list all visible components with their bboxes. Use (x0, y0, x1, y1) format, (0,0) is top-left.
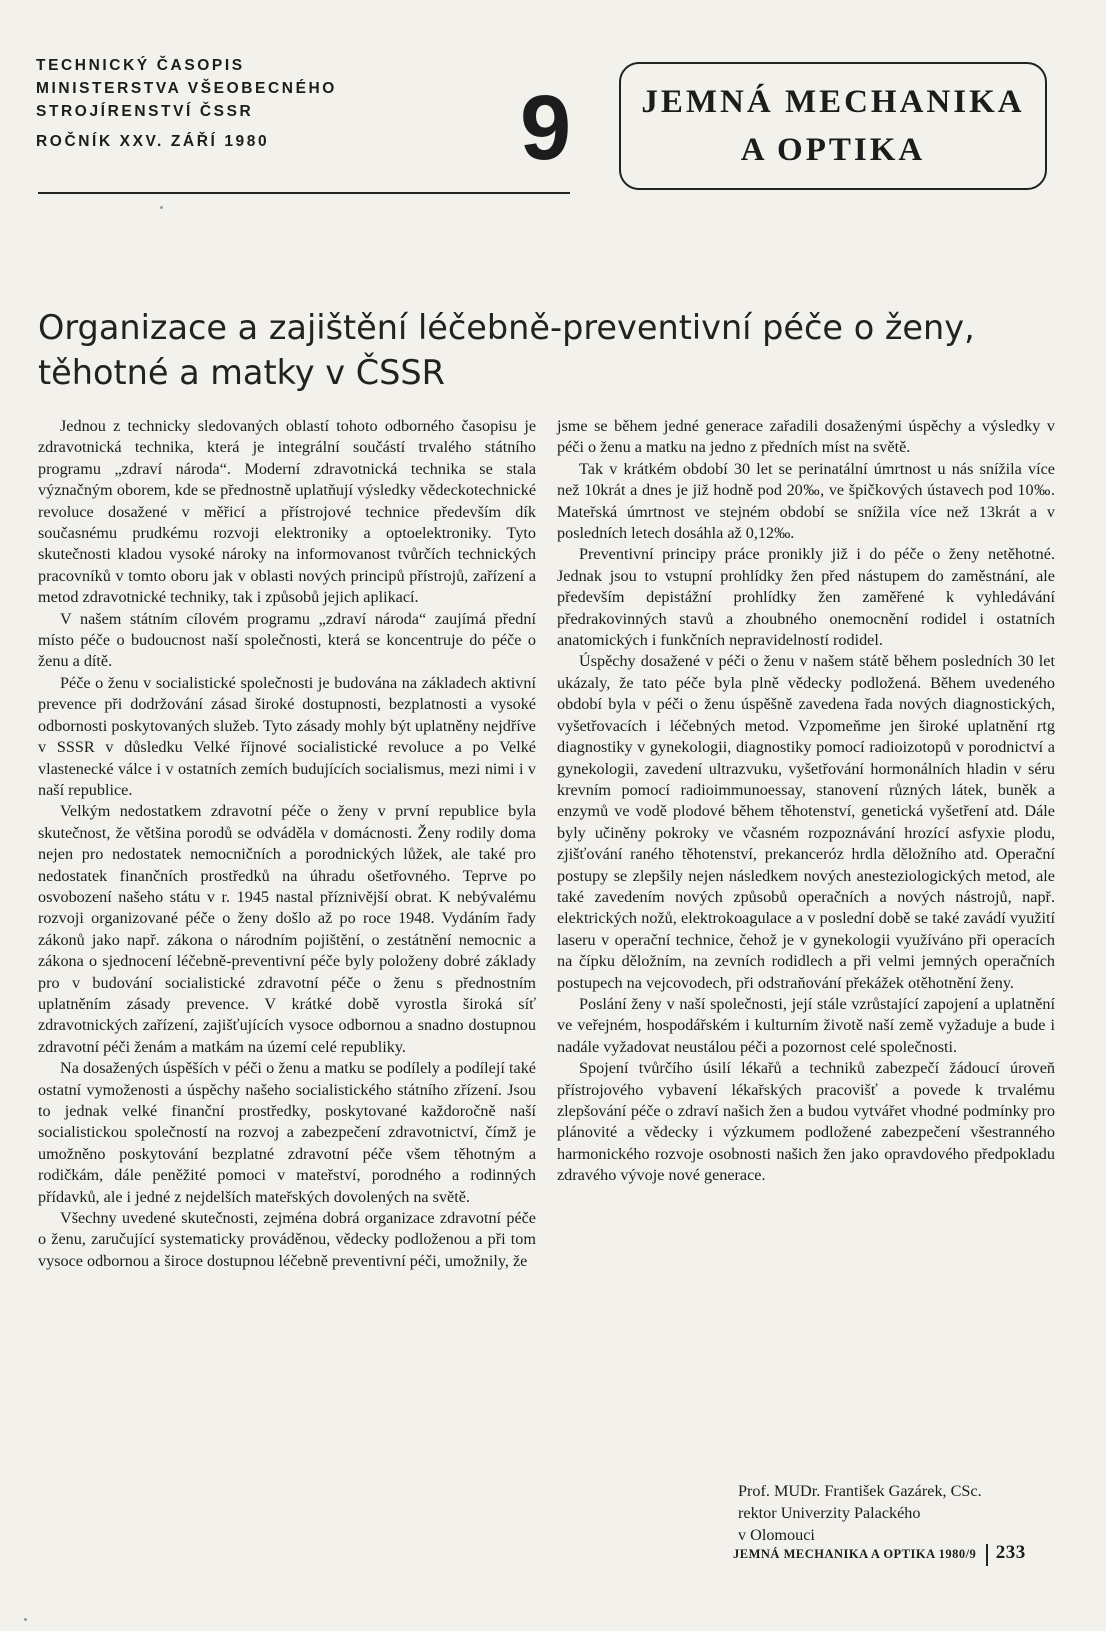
left-column (38, 416, 536, 1272)
page-number: 233 (995, 1542, 1026, 1563)
scan-speck (24, 1618, 27, 1621)
article-title-line-1: Organizace a zajištění léčebně-preventivní péče o ženy, (38, 308, 975, 347)
paragraph: Poslání ženy v naší společnosti, její stále vzrůstající zapojení a uplatnění ve veřejném, hospodářském i kulturním životě naší země vyžaduje a bude i nadále vyžadovat neustálou péči a pozornost celé společnosti. (557, 994, 1055, 1056)
author-name: Prof. MUDr. František Gazárek, CSc. (738, 1482, 982, 1500)
journal-title-line-1: JEMNÁ MECHANIKA (641, 84, 1025, 120)
author-signature (738, 1480, 982, 1546)
paragraph: Preventivní principy práce pronikly již i do péče o ženy netěhotné. Jednak jsou to vstupní prohlídky žen před nástupem do zaměstnání, ale především depistážní prohlídky žen zaměřené k vyhledávání předrakovinných stavů a zhoubného onemocnění rodidel i ostatních anatomických i funkčních nepravidelností rodidel. (557, 545, 1055, 650)
paragraph: Velkým nedostatkem zdravotní péče o ženy v první republice byla skutečnost, že většina porodů se odváděla v domácnosti. Ženy rodily doma nejen pro nedostatek nemocničních a porodnických lůžek, ale také pro nedostatek finančních prostředků na úhradu ošetřovného. Teprve po osvobození našeho státu v r. 1945 nastal příznivější obrat. K nebývalému rozvoji organizované péče o ženy došlo až po roce 1948. Vydáním řady zákonů jako např. zákona o národním pojištění, o zestátnění nemocnic a zákona o sjednocení léčebně-preventivní péče byly položeny dobré základy pro v budování socialistické zdravotní péče o ženu s přednostním uplatněním zásady prevence. V krátké době vyrostla široká síť zdravotnických zařízení, zajišťujících vysoce odbornou a snadno dostupnou zdravotní péči ženám a matkám na území celé republiky. (38, 802, 536, 1056)
author-role: rektor Univerzity Palackého (738, 1504, 921, 1522)
issue-number: 9 (520, 77, 572, 179)
page-footer (733, 1542, 1026, 1566)
journal-title-box (619, 62, 1047, 190)
right-column (557, 416, 1055, 1187)
author-location: v Olomouci (738, 1526, 815, 1544)
paragraph: jsme se během jedné generace zařadili dosaženými úspěchy a výsledky v péči o ženu a matku na jedno z předních míst na světě. (557, 417, 1055, 457)
paragraph: Na dosažených úspěších v péči o ženu a matku se podílely a podílejí také ostatní vymoženosti a úspěchy našeho socialistického státního zřízení. Jsou to jednak velké finanční prostředky, poskytované každoročně naší socialistickou společností na rozvoj a zabezpečení zdravotnictví, čímž je umožněno poskytování bezplatné zdravotní péče všem těhotným a rodičkám, dále peněžité pomoci v mateřství, porodného a rodinných přídavků, ale i jedné z nejdelších mateřských dovolených na světě. (38, 1059, 536, 1206)
masthead-volume-date: ROČNÍK XXV. ZÁŘÍ 1980 (36, 133, 270, 150)
paragraph: Úspěchy dosažené v péči o ženu v našem státě během posledních 30 let ukázaly, že tato péče byla plně vědecky podložená. Během uvedeného období byla v péči o ženu úspěšně zavedena řada nových diagnostických, vyšetřovacích i léčebných metod. Vzpomeňme jen široké uplatnění rtg diagnostiky v gynekologii, diagnostiky pomocí radioizotopů v porodnictví a gynekologii, zavedení ultrazvuku, vyšetřování hormonálních hladin v séru krevním pomocí radioimmunoessay, stanovení různých látek, buněk a enzymů ve vodě plodové během těhotenství, genetická vyšetření atd. Dále byly učiněny pokroky ve včasném rozpoznávání hrozící asfyxie plodu, zjišťování raného těhotenství, prekanceróz hrdla děložního atd. Operační postupy se zlepšily nejen následkem nových anesteziologických metod, ale také zavedením nových způsobů operačních a nových nástrojů, např. elektrických nožů, elektrokoagulace a v poslední době se také zavádí využití laseru v operační technice, čehož je v gynekologii využíváno při operacích na čípku děložním, na zevních rodidlech a při velmi jemných operačních postupech na vejcovodech, při odstraňování překážek otěhotnění ženy. (557, 652, 1055, 992)
masthead (36, 54, 337, 153)
article-title (38, 305, 1058, 395)
masthead-line-3: STROJÍRENSTVÍ ČSSR (36, 103, 254, 120)
journal-title-line-2: A OPTIKA (740, 132, 926, 168)
paragraph: Spojení tvůrčího úsilí lékařů a techniků zabezpečí žádoucí úroveň přístrojového vybavení lékařských pracovišť a povede k trvalému zlepšování péče o zdraví našich žen a budou vytvářet vhodné podmínky pro plánovité a vědecky i výzkumem podložené zabezpečení všestranného harmonického rozvoje osobnosti našich žen jako opravdového předpokladu zdravého vývoje nové generace. (557, 1059, 1055, 1185)
paragraph: Všechny uvedené skutečnosti, zejména dobrá organizace zdravotní péče o ženu, zaručující systematicky prováděnou, vědecky podloženou a při tom vysoce odbornou a široce dostupnou léčebně preventivní péči, umožnily, že (38, 1209, 536, 1270)
header-rule (38, 192, 570, 194)
paragraph: Jednou z technicky sledovaných oblastí tohoto odborného časopisu je zdravotnická technika, která je integrální součástí trvalého státního programu „zdraví národa“. Moderní zdravotnická technika se stala význačným oborem, kde se přednostně uplatňují výsledky vědeckotechnické revoluce dosažené v měřicí a přístrojové technice především dík současnému prudkému rozvoji elektroniky a optoelektroniky. Tyto skutečnosti kladou vysoké nároky na informovanost tvůrčích technických pracovníků v tomto oboru jak v oblasti nových principů přístrojů, zařízení a metod zdravotnické techniky, tak i způsobů jejich aplikací. (38, 417, 536, 607)
paragraph: Tak v krátkém období 30 let se perinatální úmrtnost u nás snížila více než 10krát a dnes je již hodně pod 20‰, ve špičkových ústavech pod 10‰. Mateřská úmrtnost ve stejném období se snížila více než 13krát a v posledních letech dosáhla až 0,12‰. (557, 459, 1055, 543)
paragraph: V našem státním cílovém programu „zdraví národa“ zaujímá přední místo péče o budoucnost naší společnosti, která se koncentruje do péče o ženu a dítě. (38, 609, 536, 671)
footer-journal: JEMNÁ MECHANIKA A OPTIKA 1980/9 (733, 1547, 977, 1561)
masthead-line-1: TECHNICKÝ ČASOPIS (36, 57, 245, 74)
masthead-line-2: MINISTERSTVA VŠEOBECNÉHO (36, 80, 337, 97)
paragraph: Péče o ženu v socialistické společnosti je budována na základech aktivní prevence při dodržování zásad široké dostupnosti, bezplatnosti a vysoké odbornosti poskytovaných služeb. Tyto zásady mohly být uplatněny nejdříve v SSSR v důsledku Velké říjnové socialistické revoluce a po Velké vlastenecké válce i v ostatních zemích budujících socialismus, mezi nimi i v naší republice. (38, 673, 536, 799)
article-title-line-2: těhotné a matky v ČSSR (38, 353, 445, 392)
scan-speck (160, 206, 163, 209)
footer-separator (986, 1544, 988, 1566)
